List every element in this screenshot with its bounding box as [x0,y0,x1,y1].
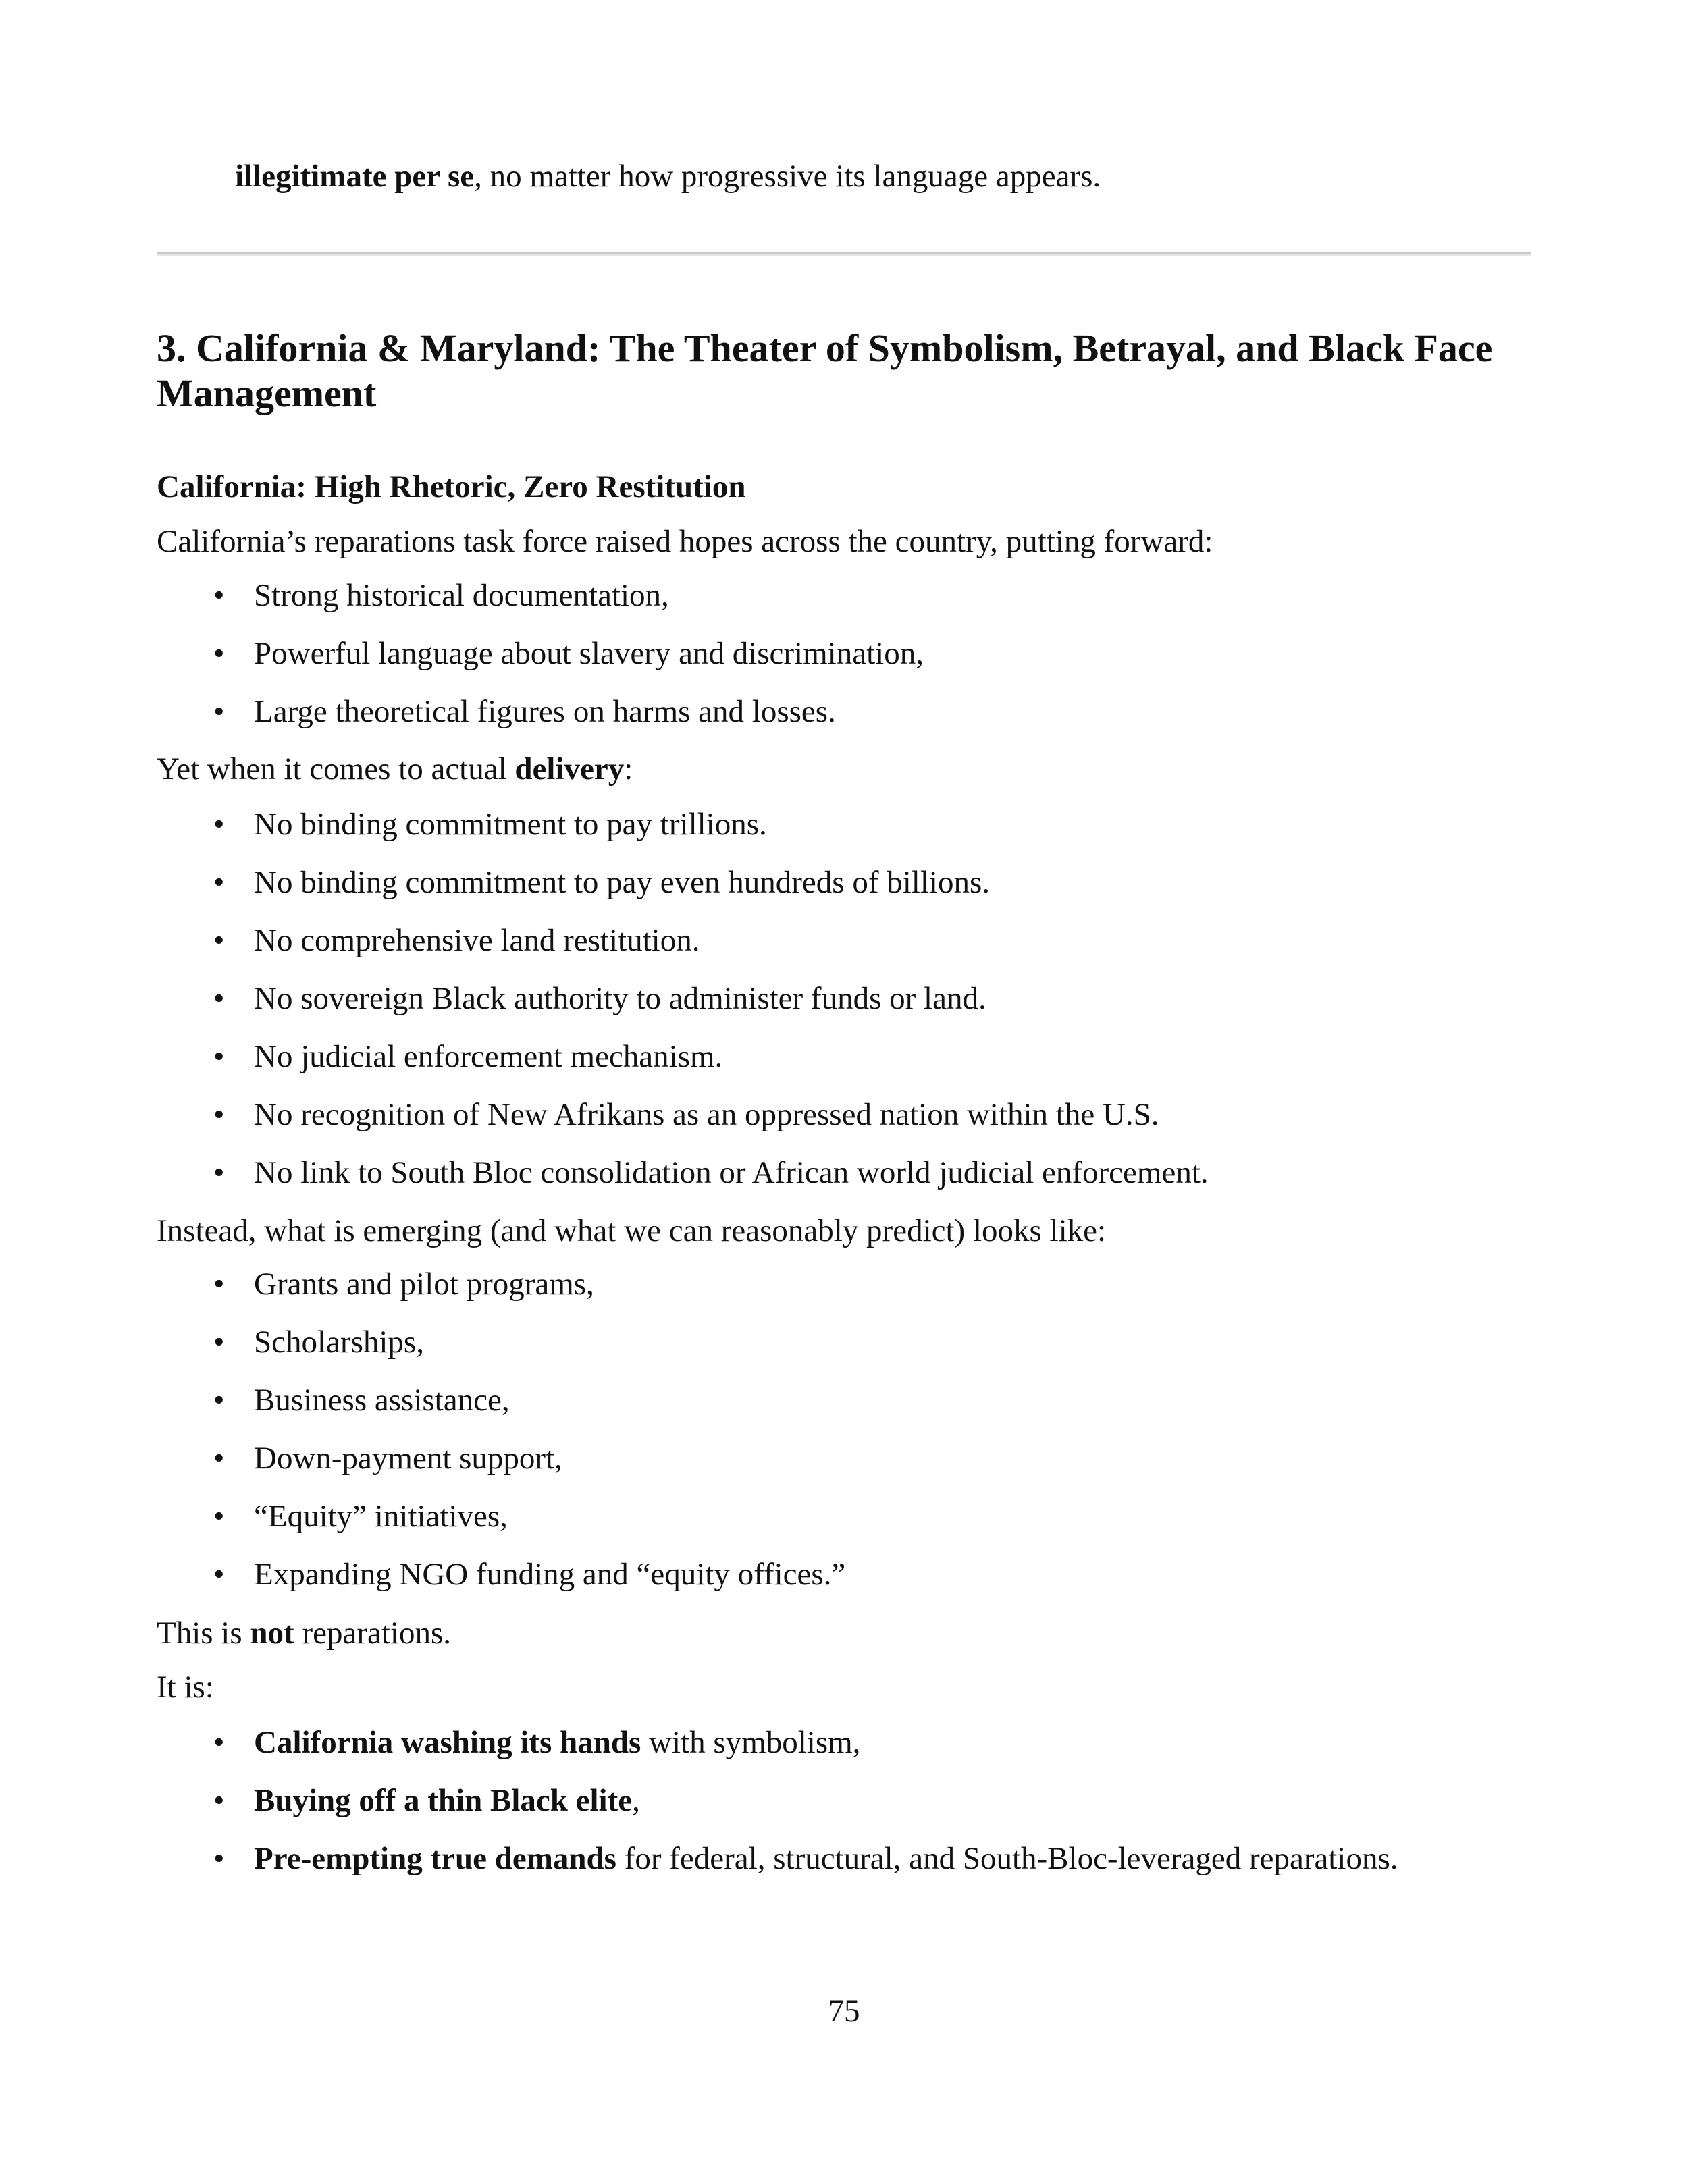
page-number: 75 [828,1994,860,2029]
list-item-text: for federal, structural, and South-Bloc-leveraged reparations. [616,1841,1398,1876]
bullet: • [213,923,225,958]
paragraph-2-text: Yet when it comes to actual [157,751,515,787]
list-item-text: No judicial enforcement mechanism. [254,1039,723,1074]
list-item-text: Powerful language about slavery and discrimination, [254,636,924,671]
intro-rest: , no matter how progressive its language appears. [474,159,1101,194]
list-item-text: “Equity” initiatives, [254,1499,508,1534]
subheading: California: High Rhetoric, Zero Restitution [157,469,746,504]
list-item [213,1153,1209,1211]
list-item-text: No comprehensive land restitution. [254,923,700,958]
paragraph-2-bold: delivery [515,751,625,787]
list-item [213,1781,1398,1839]
list-item-text: No sovereign Black authority to administer funds or land. [254,981,986,1016]
bullet: • [213,694,225,729]
list-item [213,1264,845,1323]
list-item-bold: Pre-empting true demands [254,1841,616,1876]
list-item [213,1037,1209,1095]
bullet: • [213,1783,225,1818]
list-item-text: Grants and pilot programs, [254,1267,594,1302]
list-item-text: Down-payment support, [254,1441,562,1476]
list-item [213,576,924,634]
list-item-bold: California washing its hands [254,1725,641,1760]
list-item-text: No recognition of New Afrikans as an oppressed nation within the U.S. [254,1097,1159,1132]
list-item-bold: Buying off a thin Black elite [254,1783,633,1818]
list-item-text: with symbolism, [641,1725,861,1760]
bullet: • [213,1097,225,1132]
bullet: • [213,1039,225,1074]
list-item-text: No link to South Bloc consolidation or African world judicial enforcement. [254,1155,1209,1190]
paragraph-2-end: : [624,751,633,787]
list-item [213,692,924,750]
bullet: • [213,636,225,671]
bullet: • [213,807,225,842]
paragraph-4 [157,1614,451,1653]
list-4 [213,1723,1398,1897]
list-item [213,1095,1209,1153]
paragraph-4-bold: not [250,1616,294,1651]
list-item-text: Large theoretical figures on harms and losses. [254,694,836,729]
bullet: • [213,1557,225,1592]
list-item [213,634,924,692]
paragraph-5: It is: [157,1670,214,1705]
paragraph-4-end: reparations. [294,1616,452,1651]
paragraph-2 [157,749,633,789]
list-1 [213,576,924,750]
list-item-text: No binding commitment to pay trillions. [254,807,767,842]
bullet: • [213,578,225,613]
bullet: • [213,1499,225,1534]
list-item [213,1839,1398,1897]
list-item-text: Business assistance, [254,1383,510,1418]
bullet: • [213,1325,225,1360]
list-item [213,979,1209,1037]
bullet: • [213,1725,225,1760]
list-item [213,1723,1398,1781]
list-item [213,863,1209,921]
list-item [213,1497,845,1555]
list-3 [213,1264,845,1613]
section-heading: 3. California & Maryland: The Theater of Symbolism, Betrayal, and Black Face Management [157,326,1493,415]
bullet: • [213,1841,225,1876]
list-item-text: No binding commitment to pay even hundreds of billions. [254,865,990,900]
list-item-text: Expanding NGO funding and “equity offices.” [254,1557,846,1592]
paragraph-3: Instead, what is emerging (and what we can reasonably predict) looks like: [157,1213,1107,1248]
paragraph-4-text: This is [157,1616,250,1651]
list-item [213,1323,845,1381]
list-item [213,805,1209,863]
bullet: • [213,1267,225,1302]
intro-bold: illegitimate per se [235,159,475,194]
bullet: • [213,1383,225,1418]
intro-line [235,157,1101,196]
list-item-text: , [632,1783,640,1818]
list-item [213,921,1209,979]
bullet: • [213,1155,225,1190]
list-item [213,1439,845,1497]
list-item-text: Strong historical documentation, [254,578,669,613]
bullet: • [213,1441,225,1476]
list-item [213,1381,845,1439]
list-2 [213,805,1209,1211]
list-item [213,1555,845,1613]
bullet: • [213,981,225,1016]
paragraph-1: California’s reparations task force raised hopes across the country, putting forward: [157,524,1213,559]
horizontal-rule [157,252,1531,256]
bullet: • [213,865,225,900]
list-item-text: Scholarships, [254,1325,424,1360]
